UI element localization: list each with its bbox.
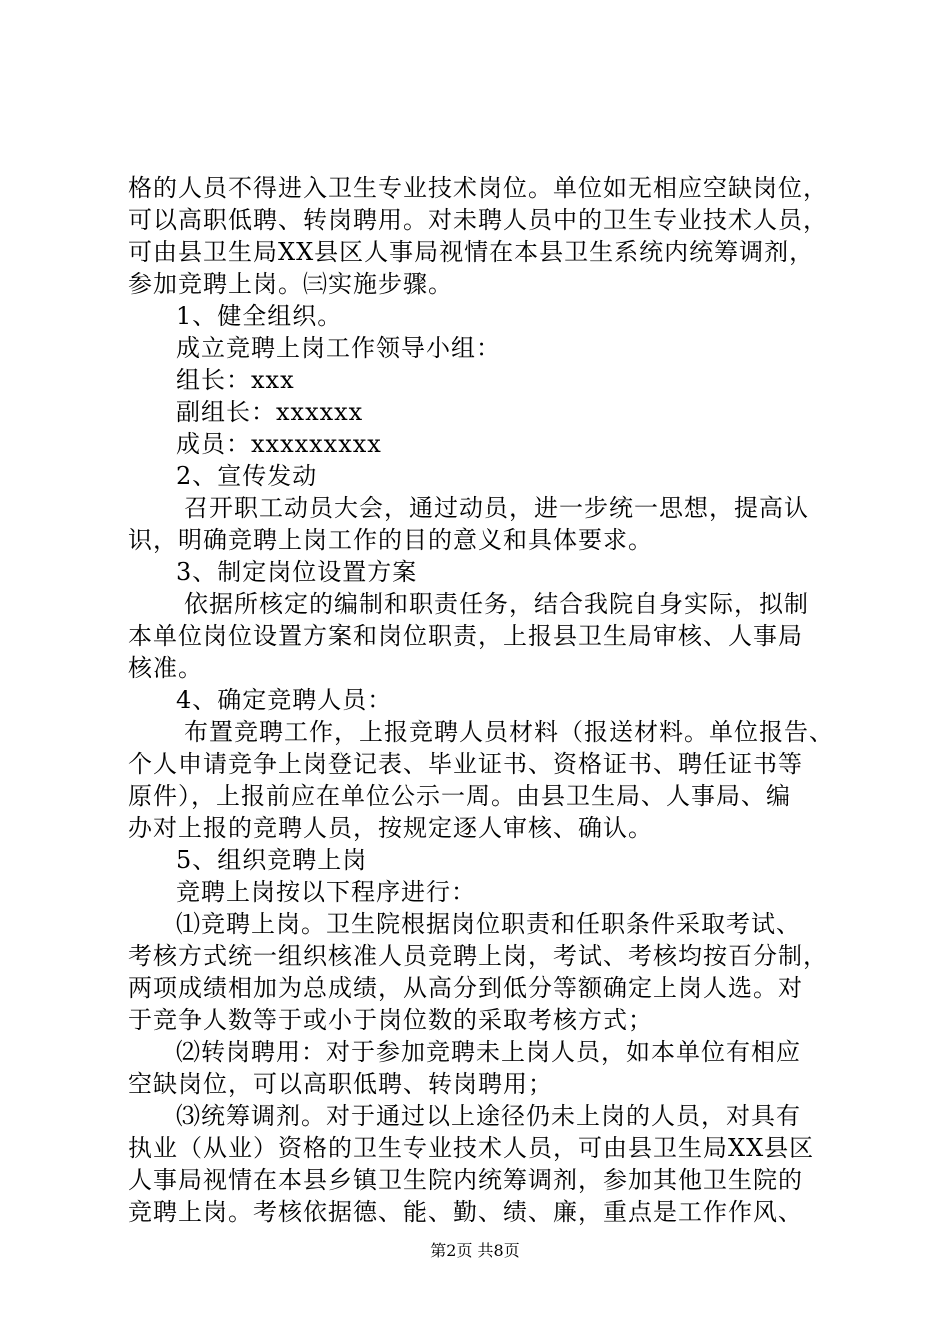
text-line: 空缺岗位，可以高职低聘、转岗聘用； <box>128 1070 553 1098</box>
text-line: 可以高职低聘、转岗聘用。对未聘人员中的卫生专业技术人员， <box>128 206 828 234</box>
page-footer: 第2页 共8页 <box>430 1241 520 1260</box>
text-line: 考核方式统一组织核准人员竞聘上岗，考试、考核均按百分制， <box>128 942 828 970</box>
text-line: 执业（从业）资格的卫生专业技术人员，可由县卫生局XX县区 <box>128 1134 815 1162</box>
text-line: 办对上报的竞聘人员，按规定逐人审核、确认。 <box>128 814 653 842</box>
text-line: 成立竞聘上岗工作领导小组： <box>176 334 501 362</box>
text-line: 4、确定竞聘人员： <box>176 686 393 714</box>
text-line: 格的人员不得进入卫生专业技术岗位。单位如无相应空缺岗位， <box>128 174 828 202</box>
text-line: 竞聘上岗。考核依据德、能、勤、绩、廉，重点是工作作风、 <box>128 1198 803 1226</box>
document-body <box>128 172 834 1228</box>
text-line: 于竞争人数等于或小于岗位数的采取考核方式； <box>128 1006 653 1034</box>
text-line: 竞聘上岗按以下程序进行： <box>176 878 476 906</box>
text-line: 召开职工动员大会，通过动员，进一步统一思想，提高认 <box>184 494 809 522</box>
text-line: 成员：xxxxxxxxx <box>176 430 382 458</box>
text-line: ⑶统筹调剂。对于通过以上途径仍未上岗的人员，对具有 <box>176 1102 801 1130</box>
text-line: 个人申请竞争上岗登记表、毕业证书、资格证书、聘任证书等 <box>128 750 803 778</box>
text-line: 5、组织竞聘上岗 <box>176 846 368 874</box>
text-line: 可由县卫生局XX县区人事局视情在本县卫生系统内统筹调剂， <box>128 238 815 266</box>
text-line: 布置竞聘工作，上报竞聘人员材料（报送材料。单位报告、 <box>184 718 834 746</box>
text-line: 人事局视情在本县乡镇卫生院内统筹调剂，参加其他卫生院的 <box>128 1166 803 1194</box>
text-line: 两项成绩相加为总成绩，从高分到低分等额确定上岗人选。对 <box>128 974 803 1002</box>
text-line: 1、健全组织。 <box>176 302 343 330</box>
text-line: 2、宣传发动 <box>176 462 318 490</box>
text-line: 原件），上报前应在单位公示一周。由县卫生局、人事局、编 <box>128 782 791 810</box>
text-line: 依据所核定的编制和职责任务，结合我院自身实际，拟制 <box>184 590 809 618</box>
text-line: ⑴竞聘上岗。卫生院根据岗位职责和任职条件采取考试、 <box>176 910 801 938</box>
text-line: 本单位岗位设置方案和岗位职责，上报县卫生局审核、人事局 <box>128 622 803 650</box>
text-line: 3、制定岗位设置方案 <box>176 558 418 586</box>
text-line: 参加竞聘上岗。㈢实施步骤。 <box>128 270 453 298</box>
text-line: 副组长：xxxxxx <box>176 398 364 426</box>
text-line: 核准。 <box>128 654 203 682</box>
text-line: 识，明确竞聘上岗工作的目的意义和具体要求。 <box>128 526 653 554</box>
text-line: 组长：xxx <box>176 366 295 394</box>
text-line: ⑵转岗聘用：对于参加竞聘未上岗人员，如本单位有相应 <box>176 1038 801 1066</box>
